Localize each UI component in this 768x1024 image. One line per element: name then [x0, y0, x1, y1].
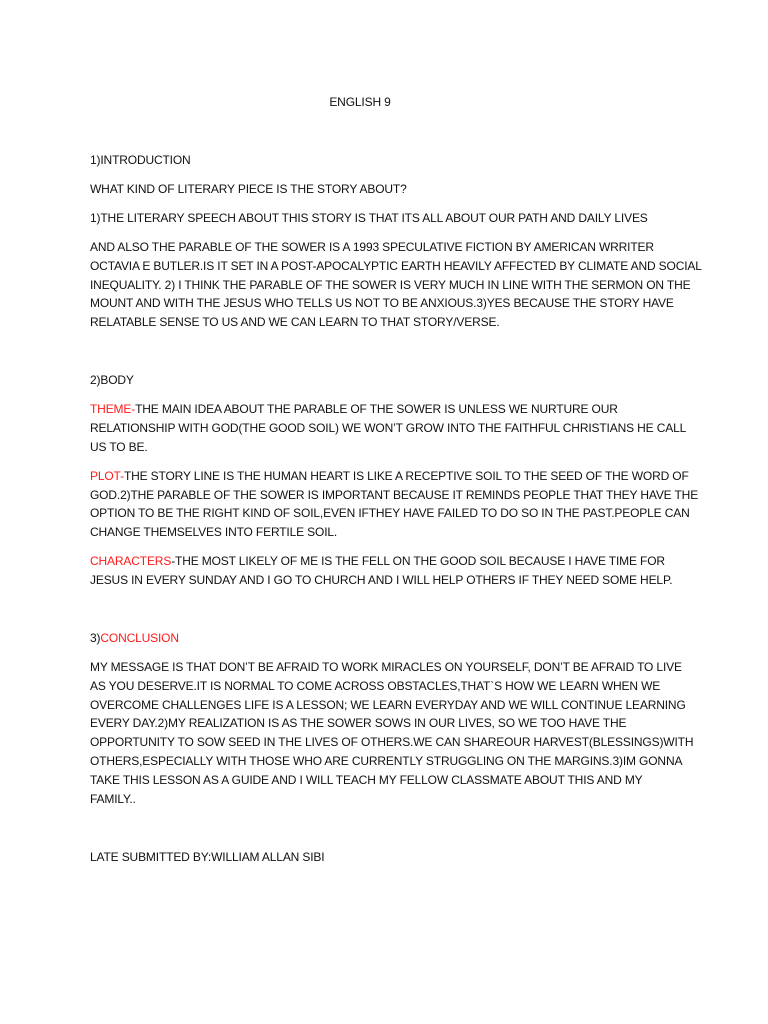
- characters-paragraph-line: JESUS IN EVERY SUNDAY AND I GO TO CHURCH AND I WILL HELP OTHERS IF THEY NEED SOME HELP.: [90, 573, 673, 587]
- submitted-by: LATE SUBMITTED BY:WILLIAM ALLAN SIBI: [90, 850, 325, 864]
- intro-answer: 1)THE LITERARY SPEECH ABOUT THIS STORY IS THAT ITS ALL ABOUT OUR PATH AND DAILY LIVES: [90, 211, 648, 225]
- conclusion-paragraph-line: OVERCOME CHALLENGES LIFE IS A LESSON; WE LEARN EVERYDAY AND WE WILL CONTINUE LEARNING: [90, 698, 686, 712]
- intro-paragraph-line: MOUNT AND WITH THE JESUS WHO TELLS US NOT TO BE ANXIOUS.3)YES BECAUSE THE STORY HAVE: [90, 296, 674, 310]
- theme-paragraph-line: [90, 400, 618, 419]
- conclusion-paragraph-line: OPPORTUNITY TO SOW SEED IN THE LIVES OF OTHERS.WE CAN SHAREOUR HARVEST(BLESSINGS)WITH: [90, 735, 694, 749]
- plot-text: THE STORY LINE IS THE HUMAN HEART IS LIKE A RECEPTIVE SOIL TO THE SEED OF THE WORD OF: [123, 469, 689, 483]
- conclusion-paragraph-line: AS YOU DESERVE.IT IS NORMAL TO COME ACROSS OBSTACLES,THAT`S HOW WE LEARN WHEN WE: [90, 679, 661, 693]
- body-heading: 2)BODY: [90, 373, 134, 387]
- theme-text: THE MAIN IDEA ABOUT THE PARABLE OF THE SOWER IS UNLESS WE NURTURE OUR: [135, 402, 618, 416]
- conclusion-paragraph-line: TAKE THIS LESSON AS A GUIDE AND I WILL TEACH MY FELLOW CLASSMATE ABOUT THIS AND MY: [90, 773, 643, 787]
- plot-label: PLOT-: [90, 469, 124, 483]
- conclusion-heading: [90, 629, 179, 648]
- intro-paragraph-line: AND ALSO THE PARABLE OF THE SOWER IS A 1993 SPECULATIVE FICTION BY AMERICAN WRRITER: [90, 240, 654, 254]
- conclusion-paragraph-line: FAMILY..: [90, 792, 136, 806]
- intro-heading: 1)INTRODUCTION: [90, 153, 191, 167]
- plot-paragraph-line: CHANGE THEMSELVES INTO FERTILE SOIL.: [90, 525, 338, 539]
- conclusion-label: CONCLUSION: [100, 631, 179, 645]
- conclusion-paragraph-line: OTHERS,ESPECIALLY WITH THOSE WHO ARE CURRENTLY STRUGGLING ON THE MARGINS.3)IM GONNA: [90, 754, 683, 768]
- theme-paragraph-line: US TO BE.: [90, 440, 148, 454]
- intro-paragraph-line: INEQUALITY. 2) I THINK THE PARABLE OF THE SOWER IS VERY MUCH IN LINE WITH THE SERMON ON THE: [90, 278, 691, 292]
- intro-question: WHAT KIND OF LITERARY PIECE IS THE STORY ABOUT?: [90, 182, 407, 196]
- characters-text: -THE MOST LIKELY OF ME IS THE FELL ON THE GOOD SOIL BECAUSE I HAVE TIME FOR: [171, 554, 665, 568]
- conclusion-paragraph-line: EVERY DAY.2)MY REALIZATION IS AS THE SOWER SOWS IN OUR LIVES, SO WE TOO HAVE THE: [90, 716, 627, 730]
- intro-paragraph-line: RELATABLE SENSE TO US AND WE CAN LEARN TO THAT STORY/VERSE.: [90, 315, 500, 329]
- conclusion-number: 3): [90, 631, 101, 645]
- theme-paragraph-line: RELATIONSHIP WITH GOD(THE GOOD SOIL) WE WON’T GROW INTO THE FAITHFUL CHRISTIANS HE CALL: [90, 421, 687, 435]
- characters-label: CHARACTERS: [90, 554, 172, 568]
- theme-label: THEME-: [90, 402, 136, 416]
- intro-paragraph-line: OCTAVIA E BUTLER.IS IT SET IN A POST-APOCALYPTIC EARTH HEAVILY AFFECTED BY CLIMATE AND SOCIAL: [90, 259, 702, 273]
- plot-paragraph-line: [90, 467, 689, 486]
- conclusion-paragraph-line: MY MESSAGE IS THAT DON’T BE AFRAID TO WORK MIRACLES ON YOURSELF, DON’T BE AFRAID TO LIVE: [90, 660, 682, 674]
- plot-paragraph-line: GOD.2)THE PARABLE OF THE SOWER IS IMPORTANT BECAUSE IT REMINDS PEOPLE THAT THEY HAVE THE: [90, 488, 699, 502]
- characters-paragraph-line: [90, 552, 665, 571]
- plot-paragraph-line: OPTION TO BE THE RIGHT KIND OF SOIL,EVEN IFTHEY HAVE FAILED TO DO SO IN THE PAST.PEOPLE CAN: [90, 506, 690, 520]
- document-title: ENGLISH 9: [329, 95, 391, 109]
